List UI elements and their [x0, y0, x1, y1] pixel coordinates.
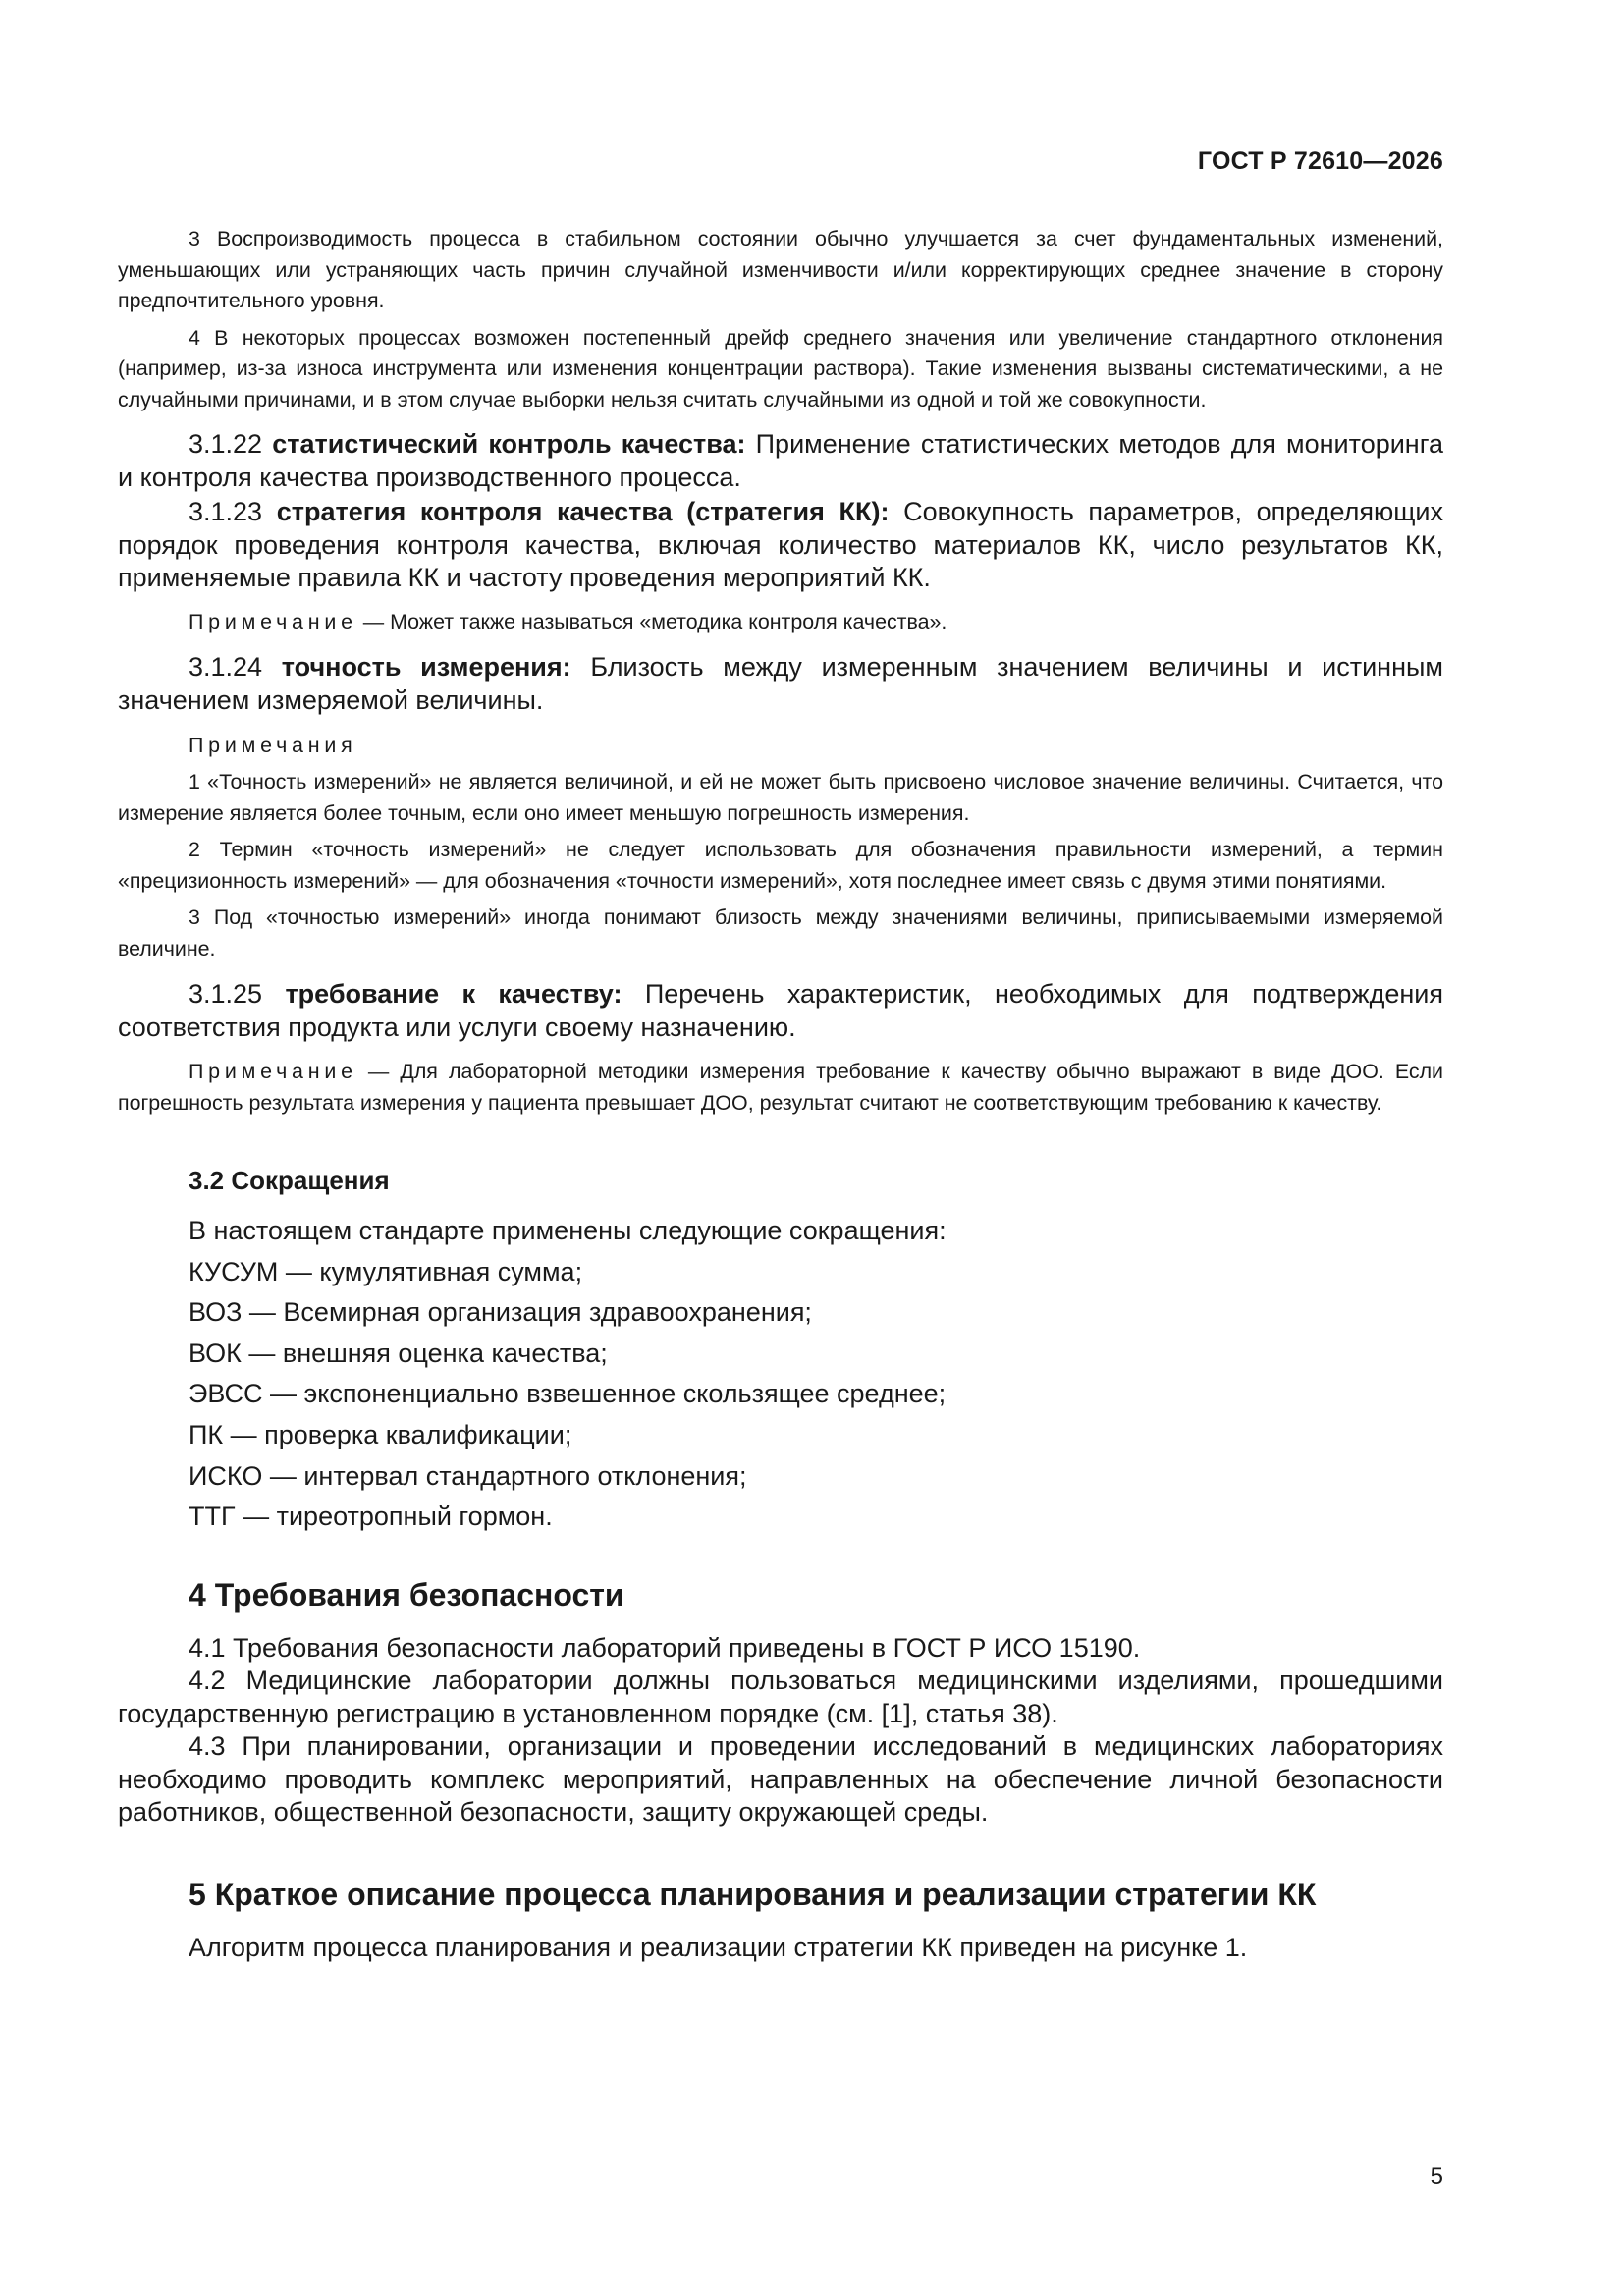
term-number: 3.1.23	[189, 497, 263, 526]
term-number: 3.1.25	[189, 979, 263, 1009]
term-number: 3.1.22	[189, 429, 263, 459]
term-name: требование к качеству:	[285, 979, 622, 1009]
list-item: ИСКО — интервал стандартного отклонения;	[189, 1460, 747, 1491]
term-3-1-23	[118, 496, 1443, 595]
term-name: статистический контроль качества:	[272, 429, 746, 459]
paragraph: Алгоритм процесса планирования и реализации стратегии КК приведен на рисунке 1.	[189, 1932, 1248, 1962]
note-label: Примечание	[189, 1060, 357, 1083]
section-heading-5: 5 Краткое описание процесса планирования и реализации стратегии КК	[189, 1876, 1317, 1912]
note-paragraph: 3 Воспроизводимость процесса в стабильном состоянии обычно улучшается за счет фундаментальных изменений, уменьшающих или устраняющих часть причин случайной изменчивости и/или корректирующих среднее значение в сторону предпочтительного уровня.	[118, 227, 1443, 312]
term-definition: Применение статистических методов для мониторинга и контроля качества производственного процесса.	[118, 429, 1443, 492]
term-definition: Совокупность параметров, определяющих порядок проведения контроля качества, включая количество материалов КК, число результатов КК, применяемые правила КК и частоту проведения мероприятий КК.	[118, 497, 1443, 592]
section-heading-4: 4 Требования безопасности	[189, 1576, 624, 1613]
paragraph: 4.3 При планировании, организации и проведении исследований в медицинских лабораториях необходимо проводить комплекс мероприятий, направленных на обеспечение личной безопасности работников, общественной безопасности, защиту окружающей среды.	[118, 1731, 1443, 1828]
abbreviations-list	[118, 1211, 1443, 1538]
list-item: КУСУМ — кумулятивная сумма;	[189, 1256, 583, 1286]
note-paragraph: 2 Термин «точность измерений» не следует использовать для обозначения правильности измерений, а термин «прецизионность измерений» — для обозначения «точности измерений», хотя последнее имеет связь с двумя этими понятиями.	[118, 838, 1443, 893]
note-paragraph: 4 В некоторых процессах возможен постепенный дрейф среднего значения или увеличение стандартного отклонения (например, из-за износа инструмента или изменения концентрации раствора). Такие изменения вызваны систематическими, а не случайными причинами, и в этом случае выборки нельзя считать случайными из одной и той же совокупности.	[118, 325, 1443, 411]
list-item: ТТГ — тиреотропный гормон.	[189, 1502, 553, 1532]
list-intro: В настоящем стандарте применены следующие сокращения:	[189, 1216, 947, 1245]
term-3-1-25	[118, 978, 1443, 1044]
note-text: — Для лабораторной методики измерения требование к качеству обычно выражают в виде ДОО. Если погрешность результата измерения у пациента превышает ДОО, результат считают не соответствующим требованию к качеству.	[118, 1060, 1443, 1115]
page-number: 5	[1430, 2163, 1443, 2190]
notes-label: Примечания	[189, 734, 357, 757]
list-item: ВОЗ — Всемирная организация здравоохранения;	[189, 1297, 812, 1328]
term-name: стратегия контроля качества (стратегия КК):	[276, 497, 890, 526]
paragraph: 4.2 Медицинские лаборатории должны пользоваться медицинскими изделиями, прошедшими государственную регистрацию в установленном порядке (см. [1], статья 38).	[118, 1666, 1443, 1728]
term-definition: Перечень характеристик, необходимых для подтверждения соответствия продукта или услуги своему назначению.	[118, 979, 1443, 1042]
paragraph: 4.1 Требования безопасности лабораторий приведены в ГОСТ Р ИСО 15190.	[189, 1632, 1141, 1663]
list-item: ПК — проверка квалификации;	[189, 1419, 572, 1449]
term-3-1-24	[118, 651, 1443, 717]
term-definition: Близость между измеренным значением величины и истинным значением измеряемой величины.	[118, 652, 1443, 715]
note-text: — Может также называться «методика контроля качества».	[356, 609, 947, 633]
list-item: ЭВСС — экспоненциально взвешенное скользящее среднее;	[189, 1379, 947, 1409]
term-3-1-22	[118, 428, 1443, 494]
standard-code: ГОСТ Р 72610—2026	[1197, 147, 1443, 175]
section-heading-3-2: 3.2 Сокращения	[189, 1166, 390, 1195]
note-paragraph: 1 «Точность измерений» не является величиной, и ей не может быть присвоено числовое значение величины. Считается, что измерение является более точным, если оно имеет меньшую погрешность измерения.	[118, 770, 1443, 825]
note-label: Примечание	[189, 609, 357, 633]
list-item: ВОК — внешняя оценка качества;	[189, 1338, 608, 1368]
term-note	[118, 1057, 1443, 1119]
term-name: точность измерения:	[281, 652, 571, 682]
note-paragraph: 3 Под «точностью измерений» иногда понимают близость между значениями величины, приписываемыми измеряемой величине.	[118, 905, 1443, 960]
page-content	[118, 224, 1443, 1964]
term-number: 3.1.24	[189, 652, 263, 682]
term-note	[118, 607, 1443, 638]
